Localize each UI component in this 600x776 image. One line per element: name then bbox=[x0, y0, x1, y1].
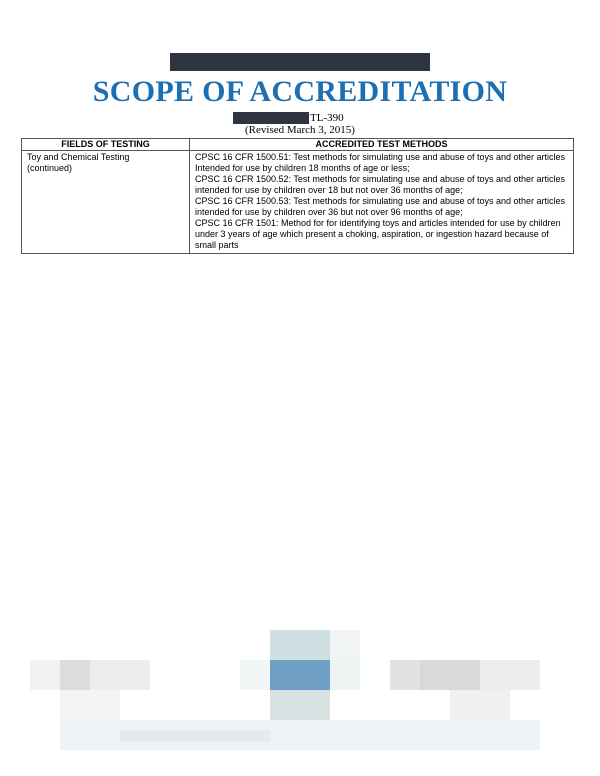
revision-date: (Revised March 3, 2015) bbox=[245, 124, 355, 136]
page-title: SCOPE OF ACCREDITATION bbox=[92, 75, 508, 108]
table-row bbox=[22, 151, 574, 254]
column-header-fields: FIELDS OF TESTING bbox=[22, 139, 190, 151]
test-method-item: CPSC 16 CFR 1501: Method for for identifying toys and articles intended for use by children under 3 years of age which present a choking, aspiration, or ingestion hazard because of small parts bbox=[195, 218, 561, 250]
field-of-testing-cell bbox=[22, 151, 190, 254]
column-header-methods: ACCREDITED TEST METHODS bbox=[190, 139, 574, 151]
test-methods-cell bbox=[190, 151, 574, 254]
certificate-number: TL-390 bbox=[310, 112, 344, 124]
redacted-header-bar bbox=[170, 53, 430, 71]
test-method-item: CPSC 16 CFR 1500.53: Test methods for simulating use and abuse of toys and other articles intended for use by children over 36 but not over 96 months of age; bbox=[195, 196, 566, 217]
test-method-item: CPSC 16 CFR 1500.52: Test methods for simulating use and abuse of toys and other articles intended for use by children over 18 but not over 36 months of age; bbox=[195, 174, 566, 195]
scope-table bbox=[21, 138, 574, 254]
table-header-row bbox=[22, 139, 574, 151]
test-method-item: CPSC 16 CFR 1500.51: Test methods for simulating use and abuse of toys and other articles Intended for use by children 18 months of age or less; bbox=[195, 152, 566, 173]
field-name: Toy and Chemical Testing bbox=[27, 152, 130, 162]
field-continued-note: (continued) bbox=[27, 163, 73, 173]
redacted-org-name bbox=[233, 112, 309, 124]
